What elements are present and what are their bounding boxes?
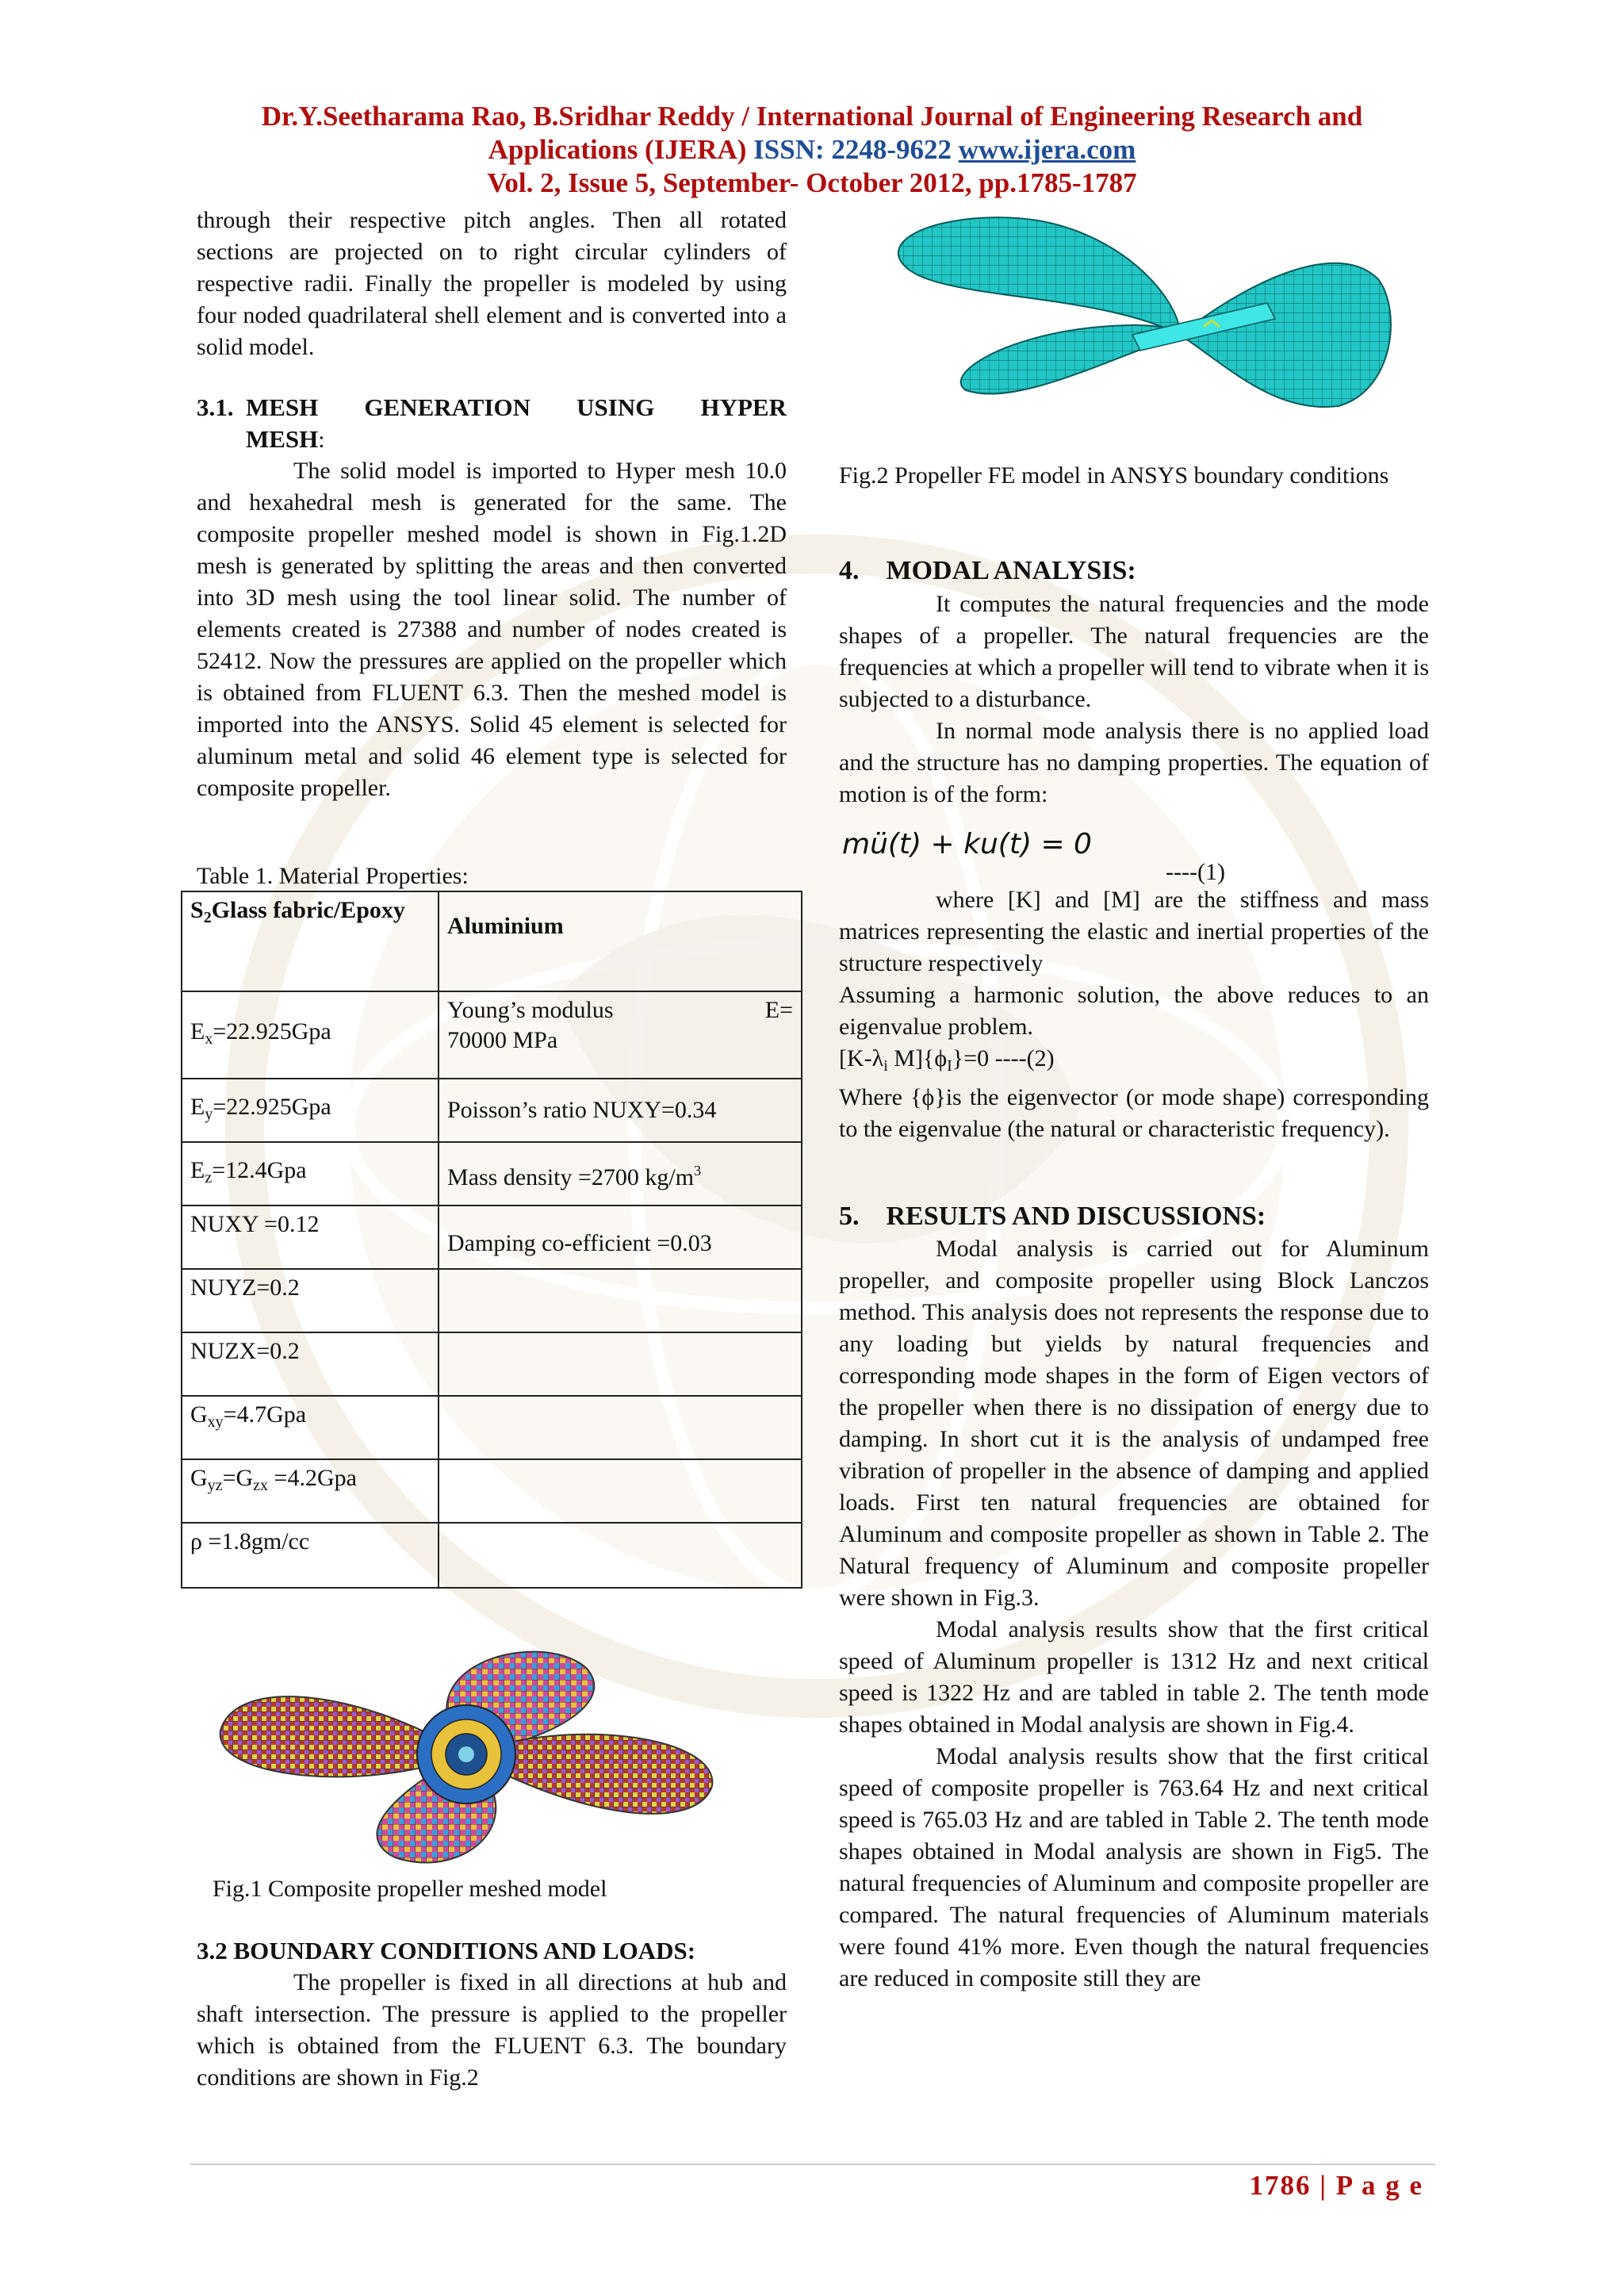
header-issn: ISSN: 2248-9622 [753, 134, 959, 165]
left-intro-paragraph: through their respective pitch angles. Then all rotated sections are projected on to right circular cylinders of respective radii. Finally the propeller is modeled by using four noded quadrilateral shell element and is converted into a solid model. [197, 207, 787, 360]
table-row [182, 1079, 802, 1142]
table-cell: Mass density =2700 $kg/m^3$ [439, 1142, 802, 1205]
section-5-body: Modal analysis is carried out for Aluminum propeller, and composite propeller using Block Lanczos method. This analysis does not represents the response due to any loading but yields by natural frequencies and corresponding mode shapes in the form of Eigen vectors of the propeller when there is no dissipation of energy due to damping. In short cut it is the analysis of undamped free vibration of propeller in the absence of damping and applied loads. First ten natural frequencies are obtained for Aluminum and composite propeller as shown in Table 2. The Natural frequency of Aluminum and composite propeller were shown in Fig.3. Modal analysis results show that the first critical speed of Aluminum propeller is 1312 Hz and next critical speed is 1322 Hz and are tabled in table 2. The tenth mode shapes obtained in Modal analysis are shown in Fig.4. Modal analysis results show that the first critical speed of composite propeller is 763.64 Hz and next critical speed is 765.03 Hz and are tabled in Table 2. The tenth mode shapes obtained in Modal analysis are shown in Fig5. The natural frequencies of Aluminum and composite propeller are compared. The natural frequencies of Aluminum materials were found 41% more. Even though the natural frequencies are reduced in composite still they are [839, 1236, 1429, 1991]
equation-1: mü(t) + ku(t) = 0 [842, 828, 1092, 861]
header-line-2 [79, 133, 1545, 167]
section-3-2-body: The propeller is fixed in all directions at hub and shaft intersection. The pressure is applied to the propeller which is obtained from the FLUENT 6.3. The boundary conditions are shown in Fig.2 [197, 1969, 787, 2091]
ansys-fe-model-figure [894, 208, 1402, 412]
table-cell: NUXY =0.12 [182, 1205, 439, 1269]
section-4-heading: 4. MODAL ANALYSIS: [839, 556, 1136, 585]
section-5-heading: 5. RESULTS AND DISCUSSIONS: [839, 1202, 1266, 1231]
composite-propeller-mesh-figure [205, 1635, 728, 1873]
fe-blade-right [1180, 263, 1391, 407]
table-row [182, 1205, 802, 1269]
figure-2-caption: Fig.2 Propeller FE model in ANSYS boundary conditions [839, 462, 1389, 489]
table-1-caption: Table 1. Material Properties: [197, 863, 469, 889]
table-cell: Young’s modulus E= 70000 MPa [439, 991, 802, 1079]
equation-1-number: ----(1) [1166, 859, 1225, 885]
table-cell [439, 1459, 802, 1523]
header-journal-name: Applications (IJERA) [488, 134, 754, 165]
table-cell [439, 1396, 802, 1459]
table-cell: ρ =1.8gm/cc [182, 1523, 439, 1588]
table-cell: NUYZ=0.2 [182, 1269, 439, 1332]
section-4-body-2: where [K] and [M] are the stiffness and mass matrices representing the elastic and inertial properties of the structure respectively Assuming a harmonic solution, the above reduces to an eigenvalue problem. [$K-\lambda_i$ $M]\{\phi_I\}=0$ ----(2) Where {ϕ}is the eigenvector (or mode shape) corresponding to the eigenvalue (the natural or characteristic frequency). [839, 887, 1429, 1142]
table-row [182, 1332, 802, 1396]
table-cell: $E_y=22.925Gpa$ [182, 1079, 439, 1142]
figure-1-caption: Fig.1 Composite propeller meshed model [213, 1876, 607, 1902]
page-number: 1786 | P a g e [1249, 2170, 1423, 2201]
material-properties-table [181, 891, 802, 1589]
table-cell: $E_x=22.925Gpa$ [182, 991, 439, 1079]
table-row [182, 1142, 802, 1205]
table-cell [439, 1523, 802, 1588]
table-cell [439, 1332, 802, 1396]
table-cell: $E_z=12.4Gpa$ [182, 1142, 439, 1205]
section-3-1-heading: 3.1. MESH GENERATION USING HYPER MESH: [197, 393, 787, 453]
table-row [182, 1396, 802, 1459]
section-3-2-heading: 3.2 BOUNDARY CONDITIONS AND LOADS: [197, 1937, 696, 1964]
table-cell: $G_{yz}=G_{zx} =4.2Gpa$ [182, 1459, 439, 1523]
fe-blade-left [898, 217, 1180, 335]
table-row [182, 1523, 802, 1588]
table-cell: $G_{xy}=4.7Gpa$ [182, 1396, 439, 1459]
header-website-link[interactable]: www.ijera.com [958, 134, 1136, 165]
section-4-body: It computes the natural frequencies and the mode shapes of a propeller. The natural frequencies are the frequencies at which a propeller will tend to vibrate when it is subjected to a disturbance. In normal mode analysis there is no applied load and the structure has no damping properties. The equation of motion is of the form: [839, 591, 1429, 807]
table-cell [439, 1269, 802, 1332]
footer-divider [190, 2164, 1435, 2165]
header-line-3: Vol. 2, Issue 5, September- October 2012, pp.1785-1787 [487, 167, 1137, 198]
table-cell: Damping co-efficient =0.03 [439, 1205, 802, 1269]
section-3-1-body: The solid model is imported to Hyper mesh 10.0 and hexahedral mesh is generated for the same. The composite propeller meshed model is shown in Fig.1.2D mesh is generated by splitting the areas and then converted into 3D mesh using the tool linear solid. The number of elements created is 27388 and number of nodes created is 52412. Now the pressures are applied on the propeller which is obtained from FLUENT 6.3. Then the meshed model is imported into the ANSYS. Solid 45 element is selected for aluminum metal and solid 46 element type is selected for composite propeller. [197, 458, 787, 801]
table-row [182, 991, 802, 1079]
table-cell: NUZX=0.2 [182, 1332, 439, 1396]
table-header-composite: $S_2Glass$ fabric/Epoxy [182, 891, 439, 991]
header-line-1: Dr.Y.Seetharama Rao, B.Sridhar Reddy / International Journal of Engineering Research and [261, 101, 1363, 132]
table-header-aluminium: Aluminium [439, 891, 802, 991]
table-row [182, 1269, 802, 1332]
propeller-hub [417, 1705, 515, 1803]
equation-2: [$K-\lambda_i$ $M]\{\phi_I\}=0$ ----(2) [839, 1045, 1055, 1075]
table-cell: Poisson’s ratio NUXY=0.34 [439, 1079, 802, 1142]
running-header [79, 100, 1545, 200]
table-row [182, 1459, 802, 1523]
table-row [182, 891, 802, 991]
